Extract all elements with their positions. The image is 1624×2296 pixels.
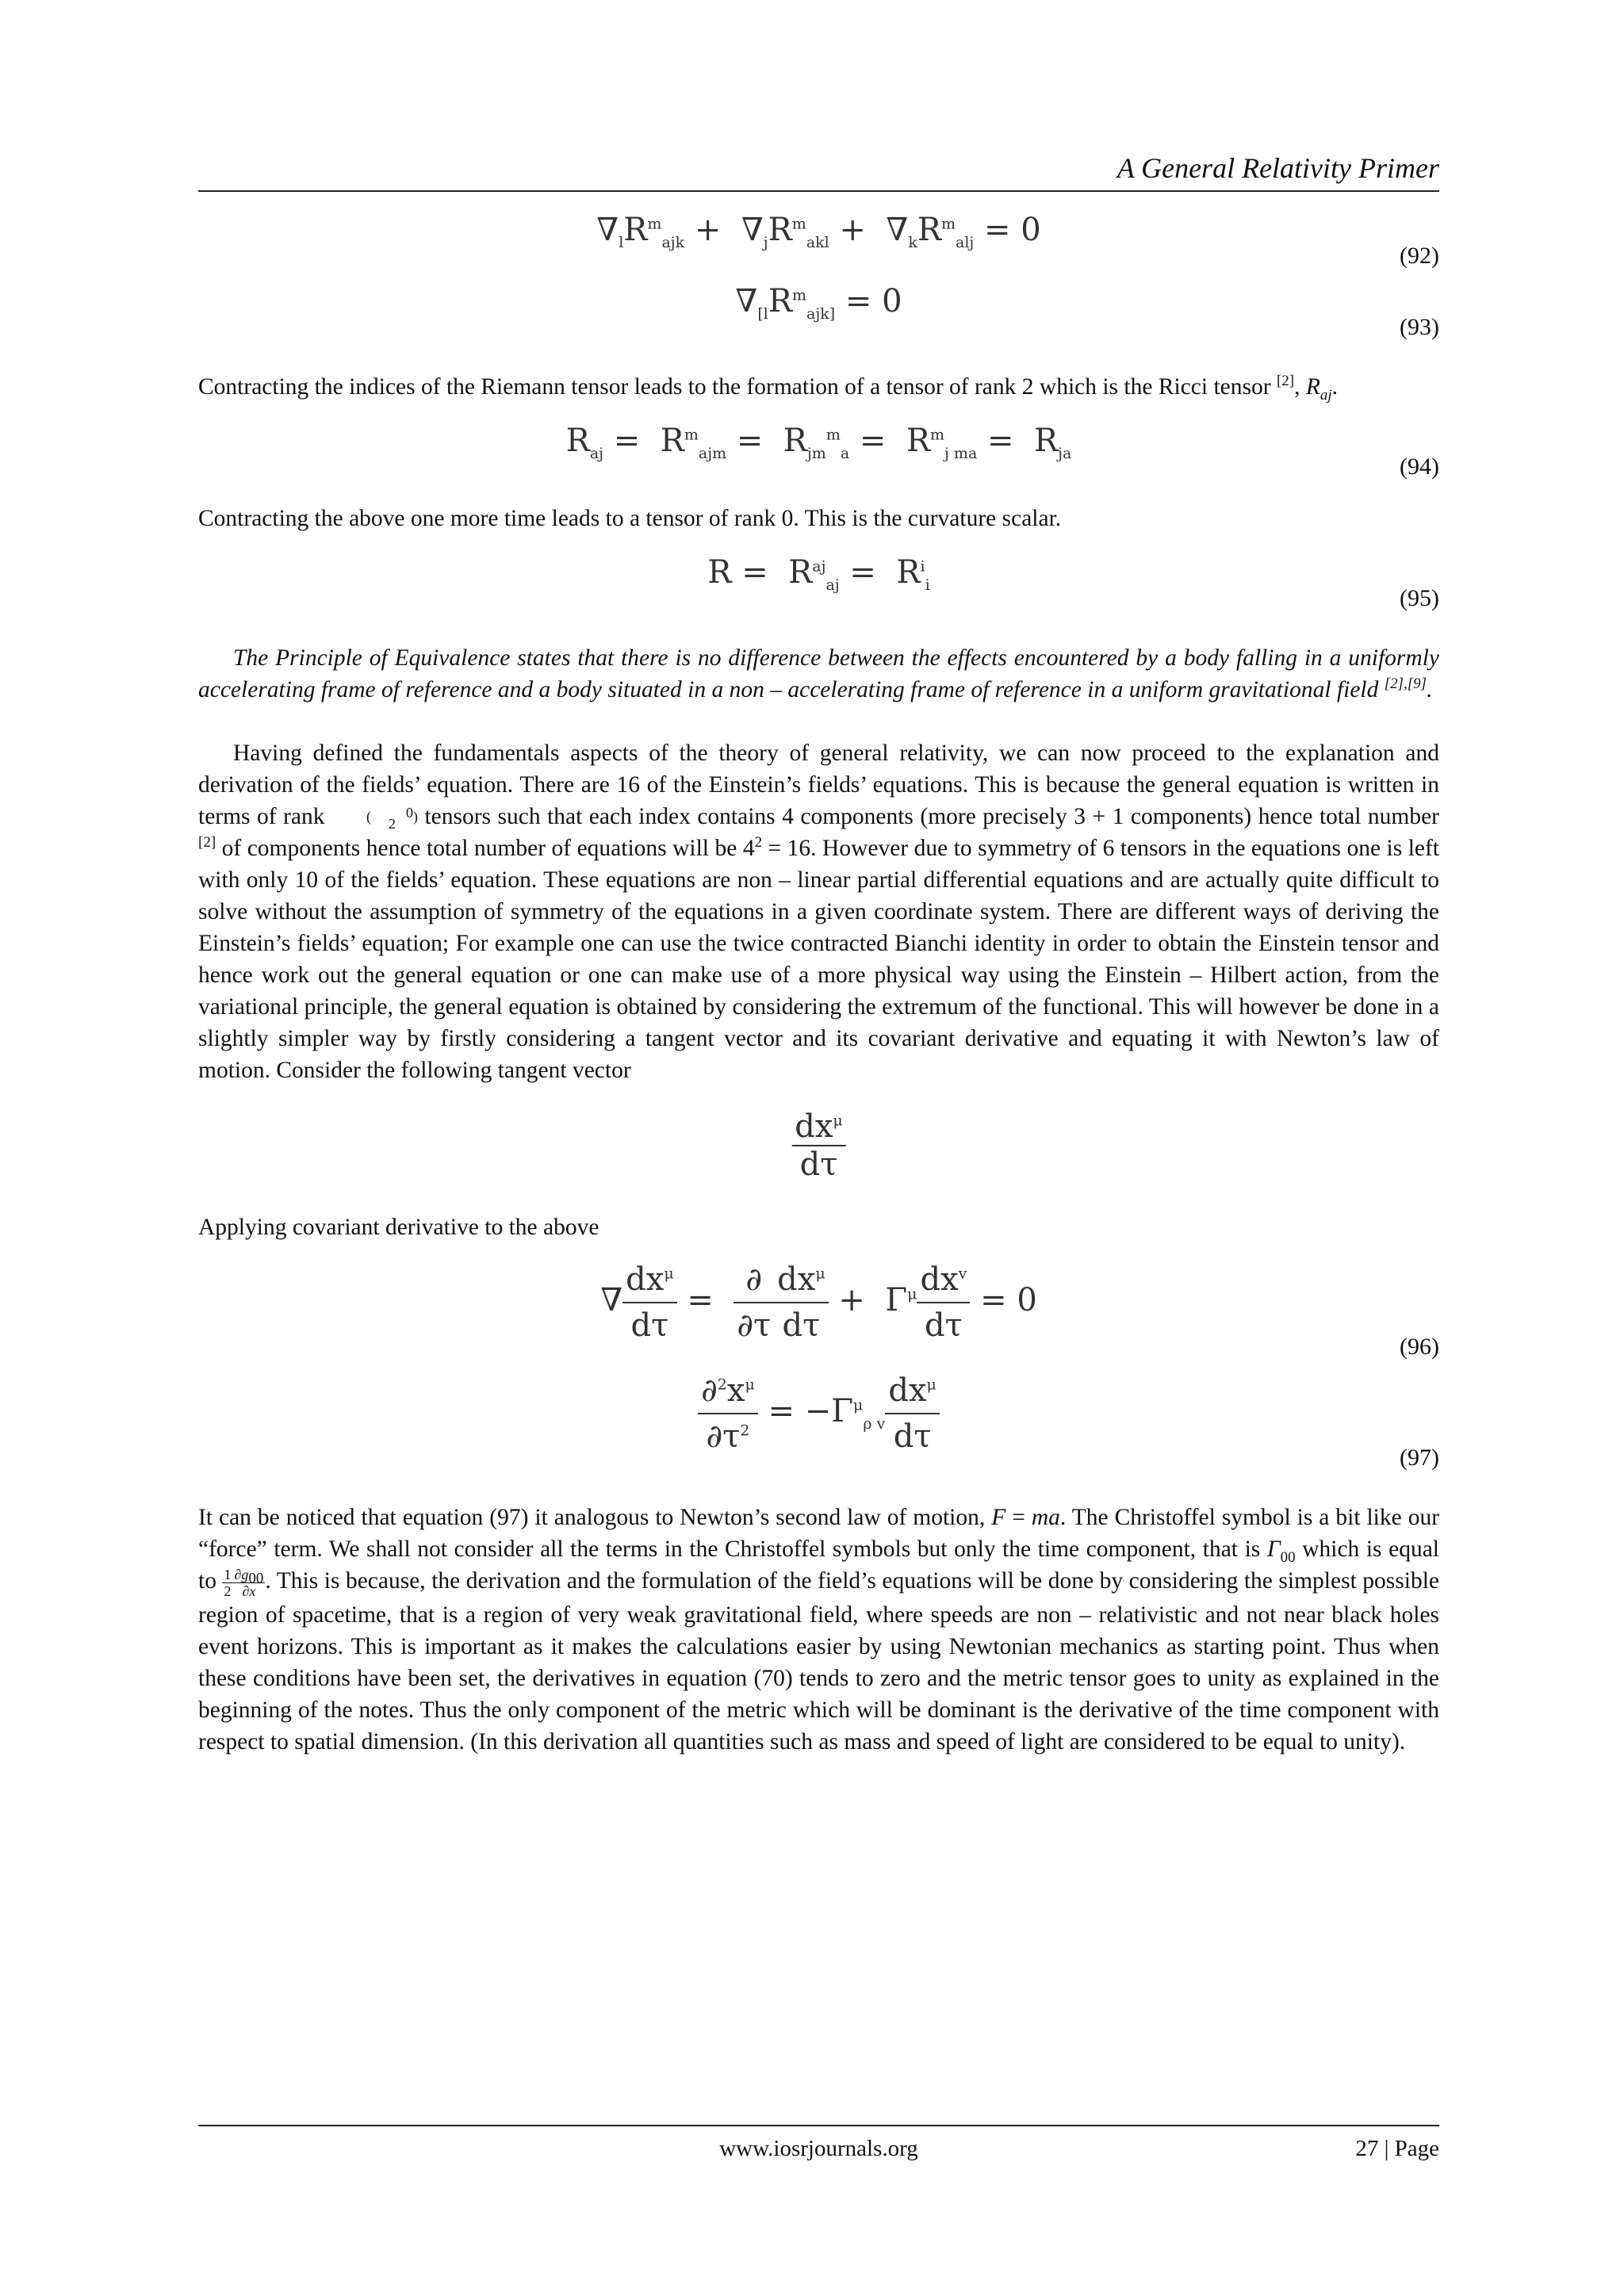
paragraph-newton: It can be noticed that equation (97) it analogous to Newton’s second law of motion, F = ma. The Christoffel symbol is a bit like our “force” term. We shall not consider all the terms in the Christoffel symbols but only the time component, that is $\Gamma_{00}$ which is equal to $\frac{1}{2}$ $\frac{\partial g_{00}}{\partial x}$ . This is because, the derivation and the formulation of the field’s equations will be done by considering the simplest possible region of spacetime, that is a region of very weak gravitational field, where speeds are non – relativistic and not near black holes event horizons. This is important as it makes the calculations easier by using Newtonian mechanics as starting point. Thus when these conditions have been set, the derivatives in equation (70) tends to zero and the metric tensor goes to unity as explained in the beginning of the notes. Thus the only component of the metric which will be dominant is the derivative of the time component with respect to spatial dimension. (In this derivation all quantities such as mass and speed of light are considered to be equal to unity). [198,1505,1440,1755]
paragraph-covariant: Applying covariant derivative to the above [198,1215,599,1240]
equation-93-math: $\nabla_{[l}R^m_{ajk]} = 0$ [735,283,902,323]
equation-number: (94) [1400,453,1439,480]
equation-97 [198,1368,1439,1479]
equation-96 [198,1257,1439,1368]
paragraph-equivalence: The Principle of Equivalence states that there is no difference between the effects encountered by a body falling in a uniformly accelerating frame of reference and a body situated in a non – accelerating frame of reference in a uniform gravitational field [2],[9]. [198,645,1439,702]
paragraph-scalar: Contracting the above one more time leads to a tensor of rank 0. This is the curvature scalar. [198,506,1062,531]
running-title: A General Relativity Primer [1116,152,1439,184]
page-number: 27 | Page [1355,2136,1439,2161]
equation-93 [198,277,1439,349]
equation-97-math: $\frac{\partial^2x^\mu}{\partial\tau^2}$ = $-\Gamma^\mu_{\rho v}$ $\frac{dx^\mu}{d\tau}$ [198,1368,1439,1459]
paragraph-field-equations: Having defined the fundamentals aspects of the theory of general relativity, we can now proceed to the explanation and derivation of the fields’ equation. There are 16 of the Einstein’s fields’ equations. This is because the general equation is written in terms of rank ( 0 2 ) tensors such that each index contains 4 components (more precisely 3 + 1 components) hence total number [2] of components hence total number of equations will be $4^2 = 16$. However due to symmetry of 6 tensors in the equations one is left with only 10 of the fields’ equation. These equations are non – linear partial differential equations and are actually quite difficult to solve without the assumption of symmetry of the equations in a given coordinate system. There are different ways of deriving the Einstein’s fields’ equation; For example one can use the twice contracted Bianchi identity in order to obtain the Einstein tensor and hence work out the general equation or one can make use of a more physical way using the Einstein – Hilbert action, from the variational principle, the general equation is obtained by considering the extremum of the functional. This will however be done in a slightly simpler way by firstly considering a tangent vector and its covariant derivative and equating it with Newton’s law of motion. Consider the following tangent vector [198,740,1440,1083]
equation-94-math: $R_{aj} = R^m_{ajm} = R_{jm}^m_a = R^m_{j ma} = R_{ja}$ [565,423,1072,462]
equation-92-math: $\nabla_lR^m_{ajk} + \nabla_jR^m_{akl} + \nabla_kR^m_{alj} = 0$ [596,212,1041,251]
page-body [198,151,1439,1758]
equation-95 [198,549,1439,620]
tangent-vector [198,1108,1439,1211]
tangent-vector-math: $dx^\mu$ dτ [791,1108,846,1183]
equation-number: (93) [1400,314,1439,340]
equation-number: (97) [1400,1445,1439,1471]
equation-92 [198,206,1439,277]
rank-binomial: ( 0 2 ) [366,805,418,832]
journal-website: www.iosrjournals.org [719,2136,918,2161]
equation-96-math: ∇ $\frac{dx^\mu}{d\tau}$ = $\frac{\partial}{\partial\tau}$ $\frac{dx^\mu}{d\tau}$ + $\Gamma^\mu$ $\frac{dx^v}{d\tau}$ = 0 [198,1257,1439,1348]
equation-number: (92) [1400,243,1439,269]
footer-rule [198,2125,1439,2126]
equation-number: (96) [1400,1334,1439,1360]
equation-95-math: $R = R^{aj}_{aj} = R^i_i$ [707,554,930,594]
equation-number: (95) [1400,585,1439,611]
paragraph-ricci: Contracting the indices of the Riemann tensor leads to the formation of a tensor of rank 2 which is the Ricci tensor [2], $R_{aj}$. [198,373,1339,404]
equation-94 [198,417,1439,488]
